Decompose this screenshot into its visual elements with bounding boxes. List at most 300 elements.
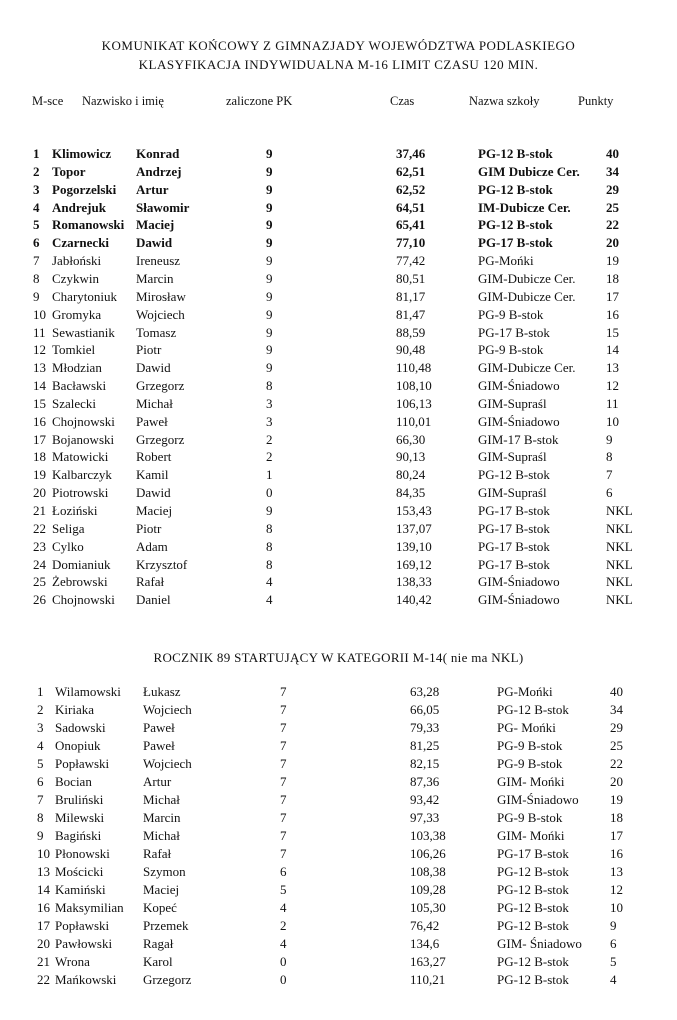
cell-last: Pogorzelski	[52, 181, 117, 197]
cell-points: 25	[606, 199, 619, 215]
cell-points: 13	[606, 360, 619, 376]
table-row	[0, 449, 677, 467]
cell-points: 10	[610, 900, 623, 915]
cell-last: Kalbarczyk	[52, 467, 112, 483]
cell-school: PG-9 B-stok	[478, 306, 544, 322]
cell-last: Charytoniuk	[52, 288, 117, 304]
cell-school: PG-12 B-stok	[497, 864, 569, 879]
cell-place: 2	[37, 702, 44, 717]
cell-time: 109,28	[410, 882, 446, 897]
cell-time: 77,10	[396, 235, 426, 251]
cell-pk: 9	[266, 199, 273, 215]
cell-points: 16	[606, 306, 619, 322]
cell-place: 20	[37, 936, 50, 951]
cell-time: 140,42	[396, 592, 432, 608]
cell-points: 7	[606, 467, 613, 483]
cell-points: 16	[610, 846, 623, 861]
cell-school: GIM-Śniadowo	[497, 792, 579, 807]
cell-pk: 4	[266, 574, 273, 590]
cell-pk: 9	[266, 146, 273, 161]
cell-last: Mościcki	[55, 864, 104, 879]
cell-place: 22	[37, 972, 50, 987]
cell-pk: 9	[266, 360, 273, 376]
cell-points: 40	[610, 684, 623, 699]
cell-points: 6	[610, 936, 617, 951]
cell-points: 8	[606, 449, 613, 465]
cell-points: 19	[610, 792, 623, 807]
cell-time: 66,05	[410, 702, 440, 717]
cell-points: 12	[606, 378, 619, 394]
cell-points: 15	[606, 324, 619, 340]
cell-school: GIM-Supraśl	[478, 485, 547, 501]
cell-time: 108,10	[396, 378, 432, 394]
cell-points: 29	[610, 720, 623, 735]
table-row	[0, 756, 677, 774]
cell-last: Wilamowski	[55, 684, 121, 699]
cell-place: 14	[33, 378, 46, 394]
cell-pk: 9	[266, 163, 273, 179]
table-row	[0, 467, 677, 485]
cell-last: Maksymilian	[55, 900, 124, 915]
cell-last: Milewski	[55, 810, 105, 825]
cell-points: 18	[610, 810, 623, 825]
cell-last: Jabłoński	[52, 253, 102, 269]
cell-first: Tomasz	[136, 324, 177, 340]
table-row	[0, 503, 677, 521]
cell-last: Gromyka	[52, 306, 102, 322]
table-row	[0, 253, 677, 271]
cell-place: 12	[33, 342, 46, 358]
cell-time: 153,43	[396, 503, 432, 518]
cell-school: GIM-Dubicze Cer.	[478, 288, 576, 304]
cell-points: 29	[606, 181, 619, 197]
cell-place: 16	[33, 413, 46, 429]
cell-place: 21	[33, 503, 46, 518]
table-row	[0, 774, 677, 792]
cell-pk: 7	[280, 756, 287, 771]
cell-place: 7	[37, 792, 44, 807]
table-row	[0, 235, 677, 253]
cell-points: 18	[606, 270, 619, 286]
cell-first: Paweł	[136, 413, 168, 429]
cell-last: Cylko	[52, 538, 84, 554]
cell-first: Maciej	[143, 882, 180, 897]
cell-first: Wojciech	[136, 306, 185, 322]
table-row	[0, 432, 677, 450]
cell-school: PG-12 B-stok	[497, 900, 569, 915]
cell-place: 20	[33, 485, 46, 501]
cell-last: Sadowski	[55, 720, 106, 735]
cell-school: PG-12 B-stok	[497, 882, 569, 897]
cell-school: PG-17 B-stok	[478, 556, 550, 572]
cell-first: Karol	[143, 954, 173, 969]
cell-first: Wojciech	[143, 702, 192, 717]
cell-pk: 9	[266, 235, 273, 251]
cell-points: 17	[610, 828, 623, 843]
cell-points: 10	[606, 413, 619, 429]
cell-points: NKL	[606, 556, 633, 572]
cell-pk: 7	[280, 846, 287, 861]
cell-time: 76,42	[410, 918, 440, 933]
cell-last: Płonowski	[55, 846, 110, 861]
cell-last: Domianiuk	[52, 556, 111, 572]
table-row	[0, 684, 677, 702]
cell-pk: 8	[266, 378, 273, 394]
cell-school: GIM-Śniadowo	[478, 413, 560, 429]
cell-points: NKL	[606, 574, 633, 590]
cell-place: 11	[33, 324, 46, 340]
cell-pk: 0	[280, 972, 287, 987]
cell-pk: 2	[266, 431, 273, 447]
cell-time: 108,38	[410, 864, 446, 879]
cell-place: 9	[33, 288, 40, 304]
cell-time: 138,33	[396, 574, 432, 590]
cell-points: NKL	[606, 503, 633, 518]
cell-school: PG-17 B-stok	[478, 520, 550, 536]
cell-place: 26	[33, 592, 46, 608]
cell-place: 17	[37, 918, 50, 933]
cell-place: 17	[33, 431, 46, 447]
cell-school: IM-Dubicze Cer.	[478, 199, 571, 215]
cell-last: Wrona	[55, 954, 90, 969]
cell-place: 7	[33, 253, 40, 269]
table-row	[0, 702, 677, 720]
cell-time: 139,10	[396, 538, 432, 554]
cell-place: 25	[33, 574, 46, 590]
cell-pk: 8	[266, 538, 273, 554]
cell-first: Paweł	[143, 738, 175, 753]
cell-place: 14	[37, 882, 50, 897]
cell-pk: 3	[266, 395, 273, 411]
cell-first: Kamil	[136, 467, 169, 483]
cell-pk: 7	[280, 720, 287, 735]
cell-pk: 9	[266, 342, 273, 358]
cell-time: 79,33	[410, 720, 440, 735]
cell-first: Ragał	[143, 936, 174, 951]
cell-points: 4	[610, 972, 617, 987]
cell-last: Onopiuk	[55, 738, 101, 753]
table-row	[0, 972, 677, 990]
cell-time: 87,36	[410, 774, 440, 789]
table-row	[0, 918, 677, 936]
cell-first: Marcin	[143, 810, 181, 825]
cell-first: Paweł	[143, 720, 175, 735]
cell-points: 13	[610, 864, 623, 879]
cell-time: 88,59	[396, 324, 426, 340]
cell-school: PG-12 B-stok	[497, 918, 569, 933]
header-name: Nazwisko i imię	[82, 94, 164, 108]
cell-first: Dawid	[136, 485, 171, 501]
document-subtitle: KLASYFIKACJA INDYWIDUALNA M-16 LIMIT CZASU 120 MIN.	[138, 57, 539, 72]
cell-time: 137,07	[396, 520, 432, 536]
cell-last: Czarnecki	[52, 235, 110, 251]
cell-place: 16	[37, 900, 50, 915]
cell-time: 163,27	[410, 954, 446, 969]
cell-first: Ireneusz	[136, 253, 181, 269]
cell-points: 34	[610, 702, 623, 717]
cell-time: 80,51	[396, 270, 426, 286]
cell-first: Maciej	[136, 503, 173, 518]
cell-points: 11	[606, 395, 619, 411]
cell-school: GIM Dubicze Cer.	[478, 163, 580, 179]
cell-first: Artur	[143, 774, 172, 789]
cell-pk: 9	[266, 181, 273, 197]
cell-school: PG-Mońki	[497, 684, 553, 699]
table-row	[0, 271, 677, 289]
cell-school: GIM-Dubicze Cer.	[478, 270, 576, 286]
cell-place: 3	[37, 720, 44, 735]
cell-last: Tomkiel	[52, 342, 96, 358]
cell-place: 24	[33, 556, 46, 572]
cell-place: 23	[33, 538, 46, 554]
cell-points: 25	[610, 738, 623, 753]
table-row	[0, 792, 677, 810]
cell-points: 9	[606, 431, 613, 447]
cell-time: 62,52	[396, 181, 426, 197]
cell-last: Seliga	[52, 520, 85, 536]
cell-school: PG-12 B-stok	[478, 467, 550, 483]
cell-school: PG-9 B-stok	[497, 738, 563, 753]
cell-school: PG-9 B-stok	[497, 756, 563, 771]
cell-time: 105,30	[410, 900, 446, 915]
cell-place: 6	[37, 774, 44, 789]
cell-pk: 7	[280, 792, 287, 807]
cell-time: 106,13	[396, 395, 432, 411]
cell-time: 81,17	[396, 288, 426, 304]
table-row	[0, 360, 677, 378]
cell-time: 106,26	[410, 846, 446, 861]
cell-points: 40	[606, 146, 619, 161]
cell-time: 62,51	[396, 163, 426, 179]
cell-last: Klimowicz	[52, 146, 112, 161]
cell-time: 37,46	[396, 146, 426, 161]
cell-time: 93,42	[410, 792, 440, 807]
cell-time: 77,42	[396, 253, 426, 269]
cell-first: Szymon	[143, 864, 186, 879]
cell-points: 20	[610, 774, 623, 789]
cell-points: 22	[606, 217, 619, 233]
cell-points: 20	[606, 235, 619, 251]
cell-time: 110,21	[410, 972, 446, 987]
cell-place: 2	[33, 163, 40, 179]
cell-time: 81,47	[396, 306, 426, 322]
cell-time: 84,35	[396, 485, 426, 501]
cell-pk: 0	[266, 485, 273, 501]
table-row	[0, 557, 677, 575]
cell-time: 65,41	[396, 217, 426, 233]
cell-first: Andrzej	[136, 163, 182, 179]
cell-time: 103,38	[410, 828, 446, 843]
cell-first: Dawid	[136, 360, 171, 376]
cell-last: Kamiński	[55, 882, 106, 897]
cell-school: PG-12 B-stok	[497, 702, 569, 717]
table-row	[0, 846, 677, 864]
table-row	[0, 182, 677, 200]
cell-last: Młodzian	[52, 360, 102, 376]
cell-school: GIM- Mońki	[497, 828, 565, 843]
cell-last: Topor	[52, 163, 86, 179]
cell-first: Piotr	[136, 520, 162, 536]
cell-place: 10	[37, 846, 50, 861]
table-row	[0, 378, 677, 396]
cell-last: Sewastianik	[52, 324, 115, 340]
cell-points: NKL	[606, 520, 633, 536]
cell-place: 8	[37, 810, 44, 825]
cell-school: GIM-Supraśl	[478, 395, 547, 411]
cell-school: PG-Mońki	[478, 253, 534, 269]
cell-place: 1	[37, 684, 44, 699]
table-row	[0, 342, 677, 360]
cell-last: Piotrowski	[52, 485, 109, 501]
cell-first: Artur	[136, 181, 169, 197]
table-row	[0, 485, 677, 503]
table-row	[0, 900, 677, 918]
cell-first: Mirosław	[136, 288, 186, 304]
cell-first: Dawid	[136, 235, 173, 251]
cell-school: PG-17 B-stok	[478, 324, 550, 340]
table-row	[0, 592, 677, 610]
cell-place: 5	[37, 756, 44, 771]
cell-time: 66,30	[396, 431, 426, 447]
cell-last: Chojnowski	[52, 413, 115, 429]
cell-first: Michał	[143, 792, 180, 807]
cell-place: 4	[37, 738, 44, 753]
cell-first: Grzegorz	[136, 431, 185, 447]
cell-pk: 4	[280, 900, 287, 915]
cell-pk: 7	[280, 774, 287, 789]
cell-pk: 4	[266, 592, 273, 608]
cell-school: PG-17 B-stok	[478, 538, 550, 554]
cell-pk: 7	[280, 810, 287, 825]
cell-first: Przemek	[143, 918, 189, 933]
cell-time: 80,24	[396, 467, 426, 483]
cell-pk: 1	[266, 467, 273, 483]
cell-pk: 7	[280, 684, 287, 699]
cell-points: 22	[610, 756, 623, 771]
cell-school: GIM-Supraśl	[478, 449, 547, 465]
cell-school: PG-12 B-stok	[497, 954, 569, 969]
cell-pk: 6	[280, 864, 287, 879]
cell-place: 13	[33, 360, 46, 376]
cell-last: Pawłowski	[55, 936, 113, 951]
cell-time: 110,01	[396, 413, 432, 429]
cell-place: 5	[33, 217, 40, 233]
cell-school: PG-17 B-stok	[478, 235, 553, 251]
cell-last: Bagiński	[55, 828, 102, 843]
cell-first: Piotr	[136, 342, 162, 358]
cell-school: PG-12 B-stok	[478, 181, 553, 197]
cell-first: Kopeć	[143, 900, 177, 915]
cell-school: PG-12 B-stok	[497, 972, 569, 987]
cell-place: 15	[33, 395, 46, 411]
cell-place: 8	[33, 270, 40, 286]
table-row	[0, 574, 677, 592]
cell-last: Czykwin	[52, 270, 99, 286]
cell-place: 6	[33, 235, 40, 251]
table-row	[0, 289, 677, 307]
header-points: Punkty	[578, 94, 614, 108]
cell-school: GIM-Dubicze Cer.	[478, 360, 576, 376]
cell-points: 14	[606, 342, 619, 358]
cell-place: 13	[37, 864, 50, 879]
cell-pk: 9	[266, 253, 273, 269]
cell-time: 110,48	[396, 360, 432, 376]
cell-place: 3	[33, 181, 40, 197]
cell-first: Adam	[136, 538, 168, 554]
cell-first: Wojciech	[143, 756, 192, 771]
cell-pk: 8	[266, 556, 273, 572]
cell-first: Michał	[136, 395, 173, 411]
cell-first: Daniel	[136, 592, 171, 608]
cell-time: 81,25	[410, 738, 440, 753]
cell-first: Rafał	[136, 574, 165, 590]
cell-last: Matowicki	[52, 449, 109, 465]
cell-last: Andrejuk	[52, 199, 106, 215]
cell-last: Popławski	[55, 918, 110, 933]
table-row	[0, 539, 677, 557]
cell-place: 22	[33, 520, 46, 536]
cell-time: 90,13	[396, 449, 426, 465]
header-pk: zaliczone PK	[226, 94, 293, 108]
cell-last: Mańkowski	[55, 972, 117, 987]
cell-school: PG-9 B-stok	[478, 342, 544, 358]
cell-school: GIM- Śniadowo	[497, 936, 582, 951]
cell-place: 21	[37, 954, 50, 969]
cell-place: 1	[33, 146, 40, 161]
cell-first: Grzegorz	[143, 972, 192, 987]
cell-last: Szalecki	[52, 395, 97, 411]
cell-first: Krzysztof	[136, 556, 188, 572]
table-row	[0, 810, 677, 828]
cell-first: Marcin	[136, 270, 174, 286]
cell-points: 9	[610, 918, 617, 933]
cell-pk: 9	[266, 217, 273, 233]
table-row	[0, 954, 677, 972]
cell-place: 10	[33, 306, 46, 322]
cell-pk: 7	[280, 702, 287, 717]
cell-pk: 8	[266, 520, 273, 536]
cell-school: PG-9 B-stok	[497, 810, 563, 825]
cell-school: GIM-Śniadowo	[478, 378, 560, 394]
cell-first: Łukasz	[143, 684, 181, 699]
table-row	[0, 164, 677, 182]
cell-school: PG- Mońki	[497, 720, 556, 735]
cell-pk: 4	[280, 936, 287, 951]
cell-first: Robert	[136, 449, 172, 465]
table-row	[0, 521, 677, 539]
cell-pk: 9	[266, 324, 273, 340]
cell-time: 134,6	[410, 936, 440, 951]
cell-school: GIM- Mońki	[497, 774, 565, 789]
table-row	[0, 396, 677, 414]
cell-points: 6	[606, 485, 613, 501]
table-row	[0, 414, 677, 432]
cell-points: 19	[606, 253, 619, 269]
cell-place: 18	[33, 449, 46, 465]
cell-last: Łoziński	[52, 503, 98, 518]
cell-pk: 2	[266, 449, 273, 465]
table-row	[0, 936, 677, 954]
table-row	[0, 325, 677, 343]
header-time: Czas	[390, 94, 415, 108]
cell-pk: 0	[280, 954, 287, 969]
cell-first: Michał	[143, 828, 180, 843]
cell-time: 64,51	[396, 199, 426, 215]
cell-pk: 5	[280, 882, 287, 897]
cell-points: NKL	[606, 592, 633, 608]
document-title: KOMUNIKAT KOŃCOWY Z GIMNAZJADY WOJEWÓDZTWA PODLASKIEGO	[101, 38, 576, 53]
table-row	[0, 864, 677, 882]
